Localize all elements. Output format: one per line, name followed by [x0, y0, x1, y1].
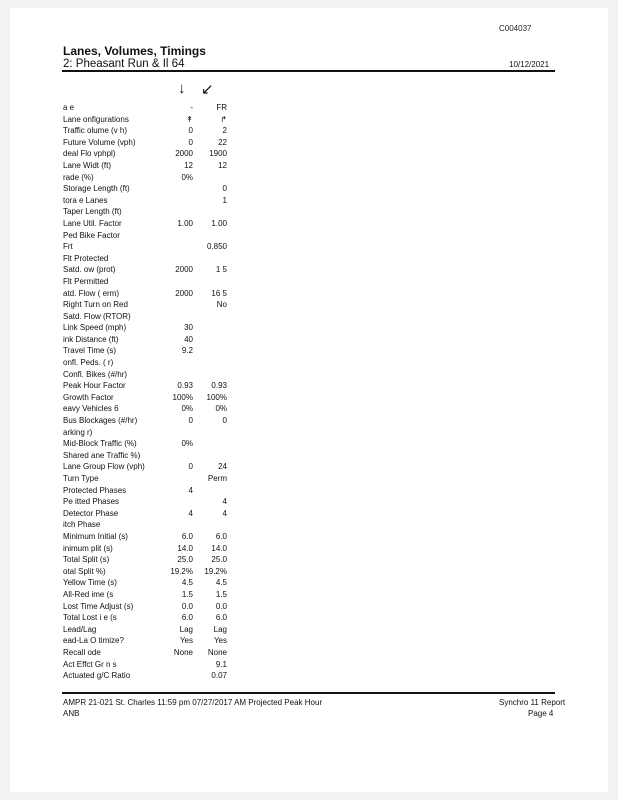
thru-lane-value: 6.0: [181, 531, 193, 541]
row-label: Protected Phases: [63, 485, 127, 495]
row-label: Lane onfigurations: [63, 114, 129, 124]
row-label: Recall ode: [63, 647, 101, 657]
table-row: [63, 299, 243, 311]
table-row: [63, 253, 243, 265]
row-label: Bus Blockages (#/hr): [63, 416, 138, 426]
right-lane-value: 22: [218, 137, 227, 147]
thru-lane-value: 6.0: [181, 613, 193, 623]
row-label: Confl. Bikes (#/hr): [63, 369, 128, 379]
row-label: Storage Length (ft): [63, 184, 130, 194]
report-date: 10/12/2021: [509, 60, 550, 69]
thru-lane-value: 2000: [175, 288, 193, 298]
right-lane-value: No: [216, 300, 227, 310]
row-label: Future Volume (vph): [63, 137, 136, 147]
row-label: otal Split %): [63, 566, 106, 576]
footer-project-line: AMPR 21-021 St. Charles 11:59 pm 07/27/2017 AM Projected Peak Hour: [63, 698, 323, 707]
row-label: Turn Type: [63, 474, 99, 483]
table-row: [63, 659, 243, 671]
southbound-thru-arrow-icon: ↓: [178, 80, 186, 97]
thru-lane-value: -: [190, 103, 193, 112]
row-label: rade (%): [63, 172, 94, 182]
row-label: ink Distance (ft): [63, 334, 119, 344]
table-row: [63, 473, 243, 485]
right-lane-value: ↱: [220, 114, 227, 124]
table-row: [63, 450, 243, 462]
thru-lane-value: 9.2: [181, 346, 193, 356]
thru-lane-value: 25.0: [177, 555, 193, 565]
table-row: [63, 241, 243, 253]
table-row: [63, 403, 243, 415]
right-lane-value: Yes: [213, 636, 227, 646]
row-label: Yellow Time (s): [63, 578, 117, 588]
data-table: [63, 102, 243, 682]
table-row: [63, 369, 243, 381]
row-label: Lane Group Flow (vph): [63, 462, 145, 472]
footer-initials: ANB: [63, 709, 80, 718]
thru-lane-value: 12: [184, 160, 193, 170]
row-label: onfl. Peds. ( r): [63, 358, 114, 368]
row-label: inimum plit (s): [63, 543, 113, 553]
table-row: [63, 125, 243, 137]
row-label: Link Speed (mph): [63, 323, 127, 333]
table-row: [63, 137, 243, 149]
right-lane-value: Lag: [213, 624, 227, 634]
table-row: [63, 218, 243, 230]
thru-lane-value: Lag: [179, 624, 193, 634]
row-label: Detector Phase: [63, 508, 119, 518]
row-label: atd. Flow ( erm): [63, 288, 120, 298]
row-label: Right Turn on Red: [63, 300, 128, 310]
table-row: [63, 148, 243, 160]
row-label: Taper Length (ft): [63, 207, 122, 217]
row-label: a e: [63, 103, 75, 112]
thru-lane-value: 14.0: [177, 543, 193, 553]
row-label: Growth Factor: [63, 392, 114, 402]
table-row: [63, 392, 243, 404]
row-label: eavy Vehicles 6: [63, 404, 119, 414]
thru-lane-value: 40: [184, 334, 193, 344]
row-label: Lane Widt (ft): [63, 160, 112, 170]
table-row: [63, 566, 243, 578]
table-row: [63, 624, 243, 636]
right-lane-value: 9.1: [215, 659, 227, 669]
table-row: [63, 508, 243, 520]
thru-lane-value: 0.0: [181, 601, 193, 611]
thru-lane-value: Yes: [179, 636, 193, 646]
thru-lane-value: 0%: [181, 439, 193, 449]
row-label: Shared ane Traffic %): [63, 450, 141, 460]
table-row: [63, 485, 243, 497]
thru-lane-value: 100%: [172, 392, 193, 402]
thru-lane-value: 2000: [175, 149, 193, 159]
table-row: [63, 114, 243, 126]
right-lane-value: 0.0: [215, 601, 227, 611]
thru-lane-value: 0: [188, 416, 193, 426]
right-lane-value: 2: [222, 126, 227, 136]
right-lane-value: 1.5: [215, 589, 227, 599]
row-label: Total Lost i e (s: [63, 613, 117, 623]
row-label: deal Flo vphpl): [63, 149, 116, 159]
table-row: [63, 264, 243, 276]
table-row: [63, 160, 243, 172]
table-row: [63, 543, 243, 555]
table-row: [63, 276, 243, 288]
table-row: [63, 230, 243, 242]
right-lane-value: 0.93: [211, 381, 227, 391]
table-row: [63, 635, 243, 647]
table-row: [63, 183, 243, 195]
row-label: Peak Hour Factor: [63, 381, 126, 391]
right-lane-value: 6.0: [215, 613, 227, 623]
thru-lane-value: 0: [188, 137, 193, 147]
thru-lane-value: 0: [188, 462, 193, 472]
right-lane-value: 19.2%: [204, 566, 227, 576]
thru-lane-value: 30: [184, 323, 193, 333]
thru-lane-value: 4: [188, 508, 193, 518]
intersection-name: 2: Pheasant Run & Il 64: [63, 58, 185, 70]
thru-lane-value: None: [173, 647, 193, 657]
right-lane-value: 24: [218, 462, 227, 472]
thru-lane-value: 2000: [175, 265, 193, 275]
table-row: [63, 589, 243, 601]
right-lane-value: 1900: [209, 149, 227, 159]
right-lane-value: 6.0: [215, 531, 227, 541]
table-row: [63, 334, 243, 346]
table-row: [63, 415, 243, 427]
row-label: Flt Protected: [63, 253, 109, 263]
row-label: Lane Util. Factor: [63, 218, 122, 228]
table-row: [63, 670, 243, 682]
thru-lane-value: 4.5: [181, 578, 193, 588]
report-title: Lanes, Volumes, Timings: [63, 44, 206, 58]
right-lane-value: 4: [222, 508, 227, 518]
row-label: tora e Lanes: [63, 195, 108, 205]
right-lane-value: 0%: [215, 404, 227, 414]
row-label: Mid-Block Traffic (%): [63, 439, 137, 449]
right-lane-value: 16 5: [211, 288, 227, 298]
table-row: [63, 172, 243, 184]
row-label: Frt: [63, 242, 73, 252]
table-row: [63, 427, 243, 439]
right-lane-value: 0.07: [211, 671, 227, 681]
table-row: [63, 380, 243, 392]
thru-lane-value: 0%: [181, 172, 193, 182]
row-label: Satd. Flow (RTOR): [63, 311, 131, 321]
row-label: All-Red ime (s: [63, 589, 114, 599]
table-row: [63, 647, 243, 659]
thru-lane-value: 0: [188, 126, 193, 136]
table-row: [63, 531, 243, 543]
table-row: [63, 102, 243, 114]
table-row: [63, 554, 243, 566]
row-label: Satd. ow (prot): [63, 265, 116, 275]
right-lane-value: 1.00: [211, 218, 227, 228]
table-row: [63, 357, 243, 369]
row-label: Ped Bike Factor: [63, 230, 120, 240]
footer-page-number: Page 4: [528, 709, 554, 718]
right-lane-value: 0: [222, 184, 227, 194]
table-row: [63, 438, 243, 450]
row-label: Act Effct Gr n s: [63, 659, 117, 669]
row-label: arking r): [63, 427, 93, 437]
thru-lane-value: ↟: [186, 114, 193, 124]
right-lane-value: 100%: [206, 392, 227, 402]
footer-rule: [62, 692, 555, 694]
southbound-right-arrow-icon: ↙: [201, 81, 214, 98]
table-row: [63, 322, 243, 334]
row-label: Actuated g/C Ratio: [63, 671, 131, 681]
table-row: [63, 496, 243, 508]
table-row: [63, 601, 243, 613]
right-lane-value: 4.5: [215, 578, 227, 588]
table-row: [63, 345, 243, 357]
right-lane-value: None: [207, 647, 227, 657]
table-row: [63, 288, 243, 300]
table-row: [63, 461, 243, 473]
thru-lane-value: 4: [188, 485, 193, 495]
right-lane-value: 12: [218, 160, 227, 170]
table-row: [63, 519, 243, 531]
table-row: [63, 612, 243, 624]
table-row: [63, 311, 243, 323]
right-lane-value: 1: [222, 195, 227, 205]
right-lane-value: 1 5: [215, 265, 227, 275]
table-row: [63, 206, 243, 218]
row-label: Minimum Initial (s): [63, 531, 128, 541]
row-label: Total Split (s): [63, 555, 110, 565]
thru-lane-value: 19.2%: [170, 566, 193, 576]
right-lane-value: 14.0: [211, 543, 227, 553]
row-label: itch Phase: [63, 520, 101, 530]
thru-lane-value: 1.00: [177, 218, 193, 228]
thru-lane-value: 0.93: [177, 381, 193, 391]
header-rule: [62, 70, 555, 72]
right-lane-value: 25.0: [211, 555, 227, 565]
thru-lane-value: 0%: [181, 404, 193, 414]
row-label: Traffic olume (v h): [63, 126, 128, 136]
row-label: Lost Time Adjust (s): [63, 601, 134, 611]
right-lane-value: 0.850: [206, 242, 227, 252]
right-lane-value: 4: [222, 497, 227, 507]
table-row: [63, 577, 243, 589]
row-label: Lead/Lag: [63, 624, 97, 634]
footer-report-name: Synchro 11 Report: [499, 698, 566, 707]
row-label: Travel Time (s): [63, 346, 117, 356]
document-id: C004037: [499, 24, 532, 33]
row-label: Pe itted Phases: [63, 497, 120, 507]
right-lane-value: FR: [216, 103, 227, 112]
right-lane-value: Perm: [207, 474, 227, 483]
right-lane-value: 0: [222, 416, 227, 426]
table-row: [63, 195, 243, 207]
thru-lane-value: 1.5: [181, 589, 193, 599]
row-label: ead-La O timize?: [63, 636, 124, 646]
row-label: Flt Permitted: [63, 276, 109, 286]
